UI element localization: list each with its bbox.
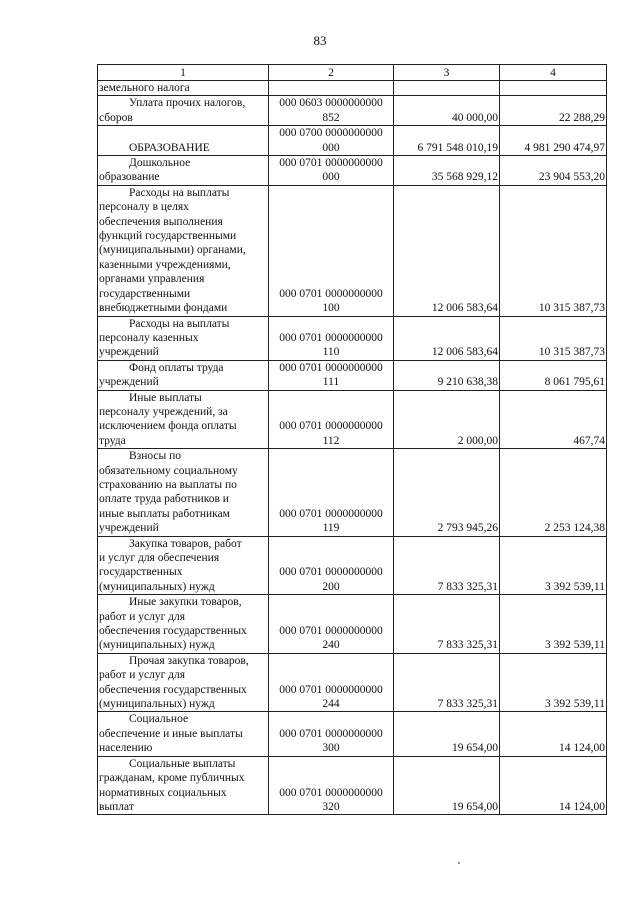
amount-col-3: 2 000,00	[394, 390, 500, 449]
budget-code-cell	[269, 126, 394, 156]
item-name-line: работ и услуг для	[99, 669, 186, 682]
item-name-cell	[98, 316, 269, 360]
budget-code-cell	[269, 536, 394, 595]
item-name-line: страхованию на выплаты по	[99, 478, 237, 491]
budget-code-line: 240	[322, 639, 340, 652]
item-name-line: выплат	[99, 800, 134, 813]
item-name-line: органами управления	[99, 273, 205, 286]
table-row	[98, 390, 607, 449]
item-name-line: (муниципальных) нужд	[99, 580, 215, 593]
item-name-line: учреждений	[99, 522, 159, 535]
budget-code-cell	[269, 449, 394, 536]
budget-code-line: 119	[322, 522, 340, 535]
item-name-line: иные выплаты работникам	[99, 507, 230, 520]
budget-code-line: 000 0700 0000000000	[279, 127, 383, 140]
budget-code-line: 110	[322, 346, 340, 359]
item-name-cell	[98, 126, 269, 156]
table-row	[98, 712, 607, 756]
item-name-line: обеспечение и иные выплаты	[99, 727, 243, 740]
item-name-line: нормативных социальных	[99, 786, 227, 799]
item-name-line: земельного налога	[99, 82, 190, 94]
amount-col-3: 35 568 929,12	[394, 156, 500, 186]
amount-col-3: 12 006 583,64	[394, 316, 500, 360]
item-name-line: сборов	[99, 111, 133, 124]
amount-col-4: 3 392 539,11	[500, 536, 607, 595]
budget-code-line: 000	[322, 171, 340, 184]
header-col-1: 1	[98, 65, 269, 81]
budget-code-line: 112	[322, 434, 340, 447]
budget-code-line: 000 0701 0000000000	[279, 361, 383, 374]
item-name-line: государственных	[99, 566, 183, 579]
budget-code-line: 000 0701 0000000000	[279, 727, 383, 740]
budget-code-line: 320	[322, 800, 340, 813]
item-name-line: учреждений	[99, 346, 159, 359]
amount-col-3: 9 210 638,38	[394, 360, 500, 390]
budget-code-cell	[269, 653, 394, 712]
item-name-line: персоналу в целях	[99, 201, 189, 214]
budget-code-line: 000 0701 0000000000	[279, 331, 383, 344]
table-row	[98, 81, 607, 96]
table-row	[98, 595, 607, 654]
item-name-line: казенными учреждениями,	[99, 258, 231, 271]
budget-code-line: 111	[322, 376, 340, 389]
item-name-line: обеспечения государственных	[99, 683, 247, 696]
scan-speck	[458, 862, 460, 864]
budget-code-line: 100	[322, 302, 340, 315]
table-row	[98, 96, 607, 126]
item-name-line: обеспечения выполнения	[99, 215, 223, 228]
item-name-line: населению	[99, 742, 153, 755]
item-name-line: Иные выплаты	[129, 391, 202, 404]
page-number: 83	[313, 33, 327, 48]
budget-code-line: 000 0603 0000000000	[279, 97, 383, 110]
budget-code-line: 000 0701 0000000000	[279, 786, 383, 799]
amount-col-3: 19 654,00	[394, 712, 500, 756]
amount-col-4: 14 124,00	[500, 712, 607, 756]
amount-col-3: 40 000,00	[394, 96, 500, 126]
item-name-cell	[98, 595, 269, 654]
budget-code-cell	[269, 390, 394, 449]
table-row	[98, 156, 607, 186]
item-name-line: функций государственными	[99, 230, 237, 243]
amount-col-4: 23 904 553,20	[500, 156, 607, 186]
item-name-line: Уплата прочих налогов,	[129, 97, 246, 110]
item-name-line: персоналу учреждений, за	[99, 405, 228, 418]
amount-col-4: 3 392 539,11	[500, 595, 607, 654]
amount-col-4: 10 315 387,73	[500, 185, 607, 316]
item-name-line: Иные закупки товаров,	[129, 596, 242, 609]
item-name-line: и услуг для обеспечения	[99, 552, 220, 564]
budget-code-cell	[269, 712, 394, 756]
table-row	[98, 316, 607, 360]
budget-code-cell	[269, 360, 394, 390]
item-name-cell	[98, 536, 269, 595]
amount-col-3: 7 833 325,31	[394, 653, 500, 712]
table-row	[98, 449, 607, 536]
item-name-line: Дошкольное	[129, 157, 191, 170]
budget-code-cell	[269, 81, 394, 96]
budget-code-line: 300	[322, 742, 340, 755]
amount-col-3	[394, 81, 500, 96]
item-name-line: государственными	[99, 287, 191, 300]
item-name-line: Расходы на выплаты	[129, 317, 230, 330]
item-name-line: Социальные выплаты	[129, 757, 236, 770]
amount-col-4: 3 392 539,11	[500, 653, 607, 712]
item-name-cell	[98, 156, 269, 186]
item-name-cell	[98, 96, 269, 126]
item-name-cell	[98, 653, 269, 712]
header-col-2: 2	[269, 65, 394, 81]
item-name-cell	[98, 81, 269, 96]
amount-col-3: 19 654,00	[394, 756, 500, 815]
budget-code-line: 200	[322, 580, 340, 593]
item-name-line: Расходы на выплаты	[129, 186, 230, 199]
budget-code-line: 000 0701 0000000000	[279, 157, 383, 170]
table-row	[98, 653, 607, 712]
budget-code-cell	[269, 316, 394, 360]
budget-code-line: 000 0701 0000000000	[279, 625, 383, 638]
item-name-line: Фонд оплаты труда	[129, 361, 224, 374]
amount-col-4: 14 124,00	[500, 756, 607, 815]
item-name-line: обязательному социальному	[99, 464, 238, 477]
item-name-line: Прочая закупка товаров,	[129, 654, 249, 667]
item-name-line: гражданам, кроме публичных	[99, 772, 245, 785]
item-name-cell	[98, 756, 269, 815]
table-row	[98, 756, 607, 815]
table-header-row	[98, 65, 607, 81]
amount-col-4: 4 981 290 474,97	[500, 126, 607, 156]
amount-col-3: 12 006 583,64	[394, 185, 500, 316]
budget-code-line: 000	[322, 141, 340, 154]
budget-code-cell	[269, 185, 394, 316]
amount-col-4: 10 315 387,73	[500, 316, 607, 360]
budget-code-line: 000 0701 0000000000	[279, 566, 383, 579]
budget-code-line: 000 0701 0000000000	[279, 507, 383, 520]
item-name-line: работ и услуг для	[99, 610, 186, 623]
budget-code-cell	[269, 156, 394, 186]
table-row	[98, 360, 607, 390]
budget-code-cell	[269, 756, 394, 815]
table-row	[98, 536, 607, 595]
item-name-line: исключением фонда оплаты	[99, 420, 237, 433]
amount-col-3: 2 793 945,26	[394, 449, 500, 536]
amount-col-4	[500, 81, 607, 96]
item-name-line: Социальное	[129, 713, 189, 726]
amount-col-4: 2 253 124,38	[500, 449, 607, 536]
header-col-3: 3	[394, 65, 500, 81]
item-name-cell	[98, 185, 269, 316]
item-name-line: обеспечения государственных	[99, 625, 247, 638]
item-name-line: Закупка товаров, работ	[129, 537, 242, 550]
budget-code-cell	[269, 595, 394, 654]
table-row	[98, 126, 607, 156]
item-name-cell	[98, 360, 269, 390]
item-name-line: (муниципальных) нужд	[99, 698, 215, 711]
amount-col-4: 8 061 795,61	[500, 360, 607, 390]
amount-col-3: 6 791 548 010,19	[394, 126, 500, 156]
budget-code-line: 000 0701 0000000000	[279, 287, 383, 300]
item-name-line: учреждений	[99, 376, 159, 389]
budget-code-line: 852	[322, 111, 340, 124]
amount-col-4: 467,74	[500, 390, 607, 449]
item-name-line: ОБРАЗОВАНИЕ	[129, 141, 210, 154]
item-name-line: (муниципальными) органами,	[99, 244, 246, 257]
item-name-line: оплате труда работников и	[99, 493, 229, 506]
item-name-line: Взносы по	[129, 450, 182, 463]
item-name-cell	[98, 449, 269, 536]
budget-code-cell	[269, 96, 394, 126]
header-col-4: 4	[500, 65, 607, 81]
item-name-line: персоналу казенных	[99, 331, 199, 344]
table-row	[98, 185, 607, 316]
item-name-line: внебюджетными фондами	[99, 302, 228, 315]
amount-col-3: 7 833 325,31	[394, 595, 500, 654]
item-name-line: образование	[99, 171, 160, 184]
budget-code-line: 244	[322, 698, 340, 711]
item-name-line: труда	[99, 434, 126, 447]
budget-table	[97, 64, 607, 815]
item-name-line: (муниципальных) нужд	[99, 639, 215, 652]
amount-col-3: 7 833 325,31	[394, 536, 500, 595]
budget-code-line: 000 0701 0000000000	[279, 420, 383, 433]
item-name-cell	[98, 712, 269, 756]
item-name-cell	[98, 390, 269, 449]
budget-code-line: 000 0701 0000000000	[279, 683, 383, 696]
amount-col-4: 22 288,29	[500, 96, 607, 126]
